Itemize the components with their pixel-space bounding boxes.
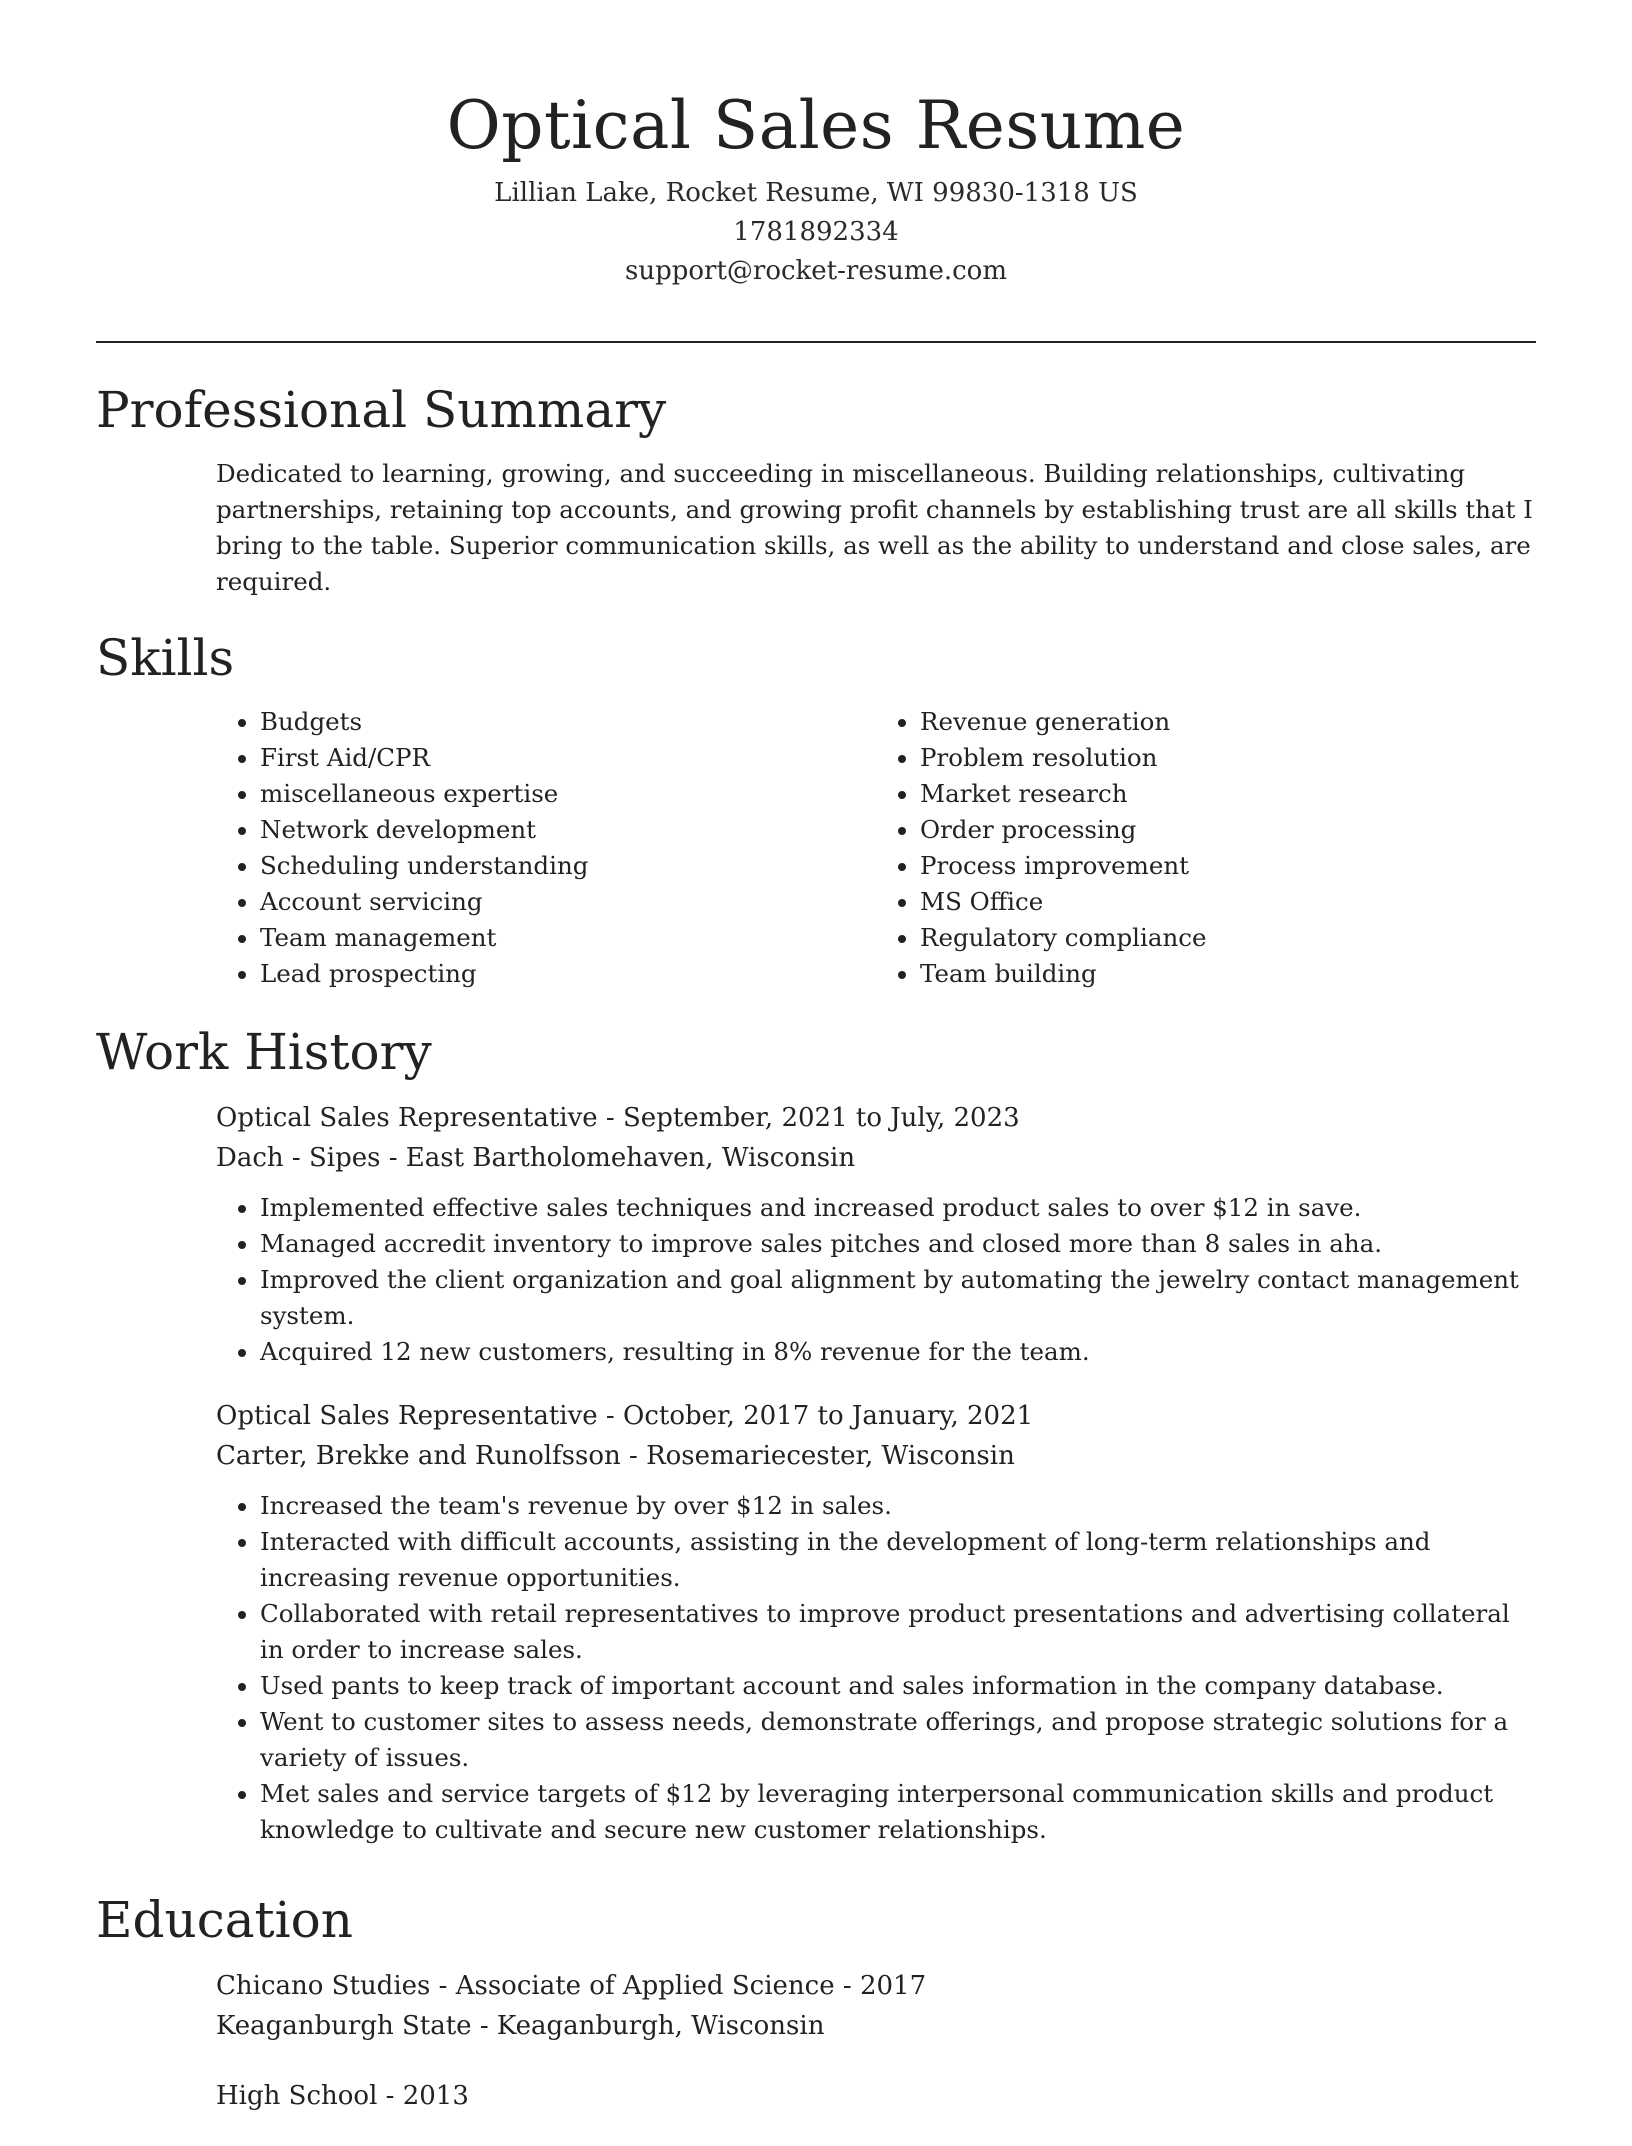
job-duty: • Met sales and service targets of $12 by leveraging interpersonal communication skills and product knowledge to cultivate and secure new customer relationships. <box>260 1776 1536 1848</box>
resume-header <box>0 0 1632 291</box>
education-field: High School <box>216 2081 378 2111</box>
job-duties <box>216 1190 1536 1370</box>
skills-columns <box>216 704 1536 992</box>
job-duty: • Increased the team's revenue by over $12 in sales. <box>260 1488 1536 1524</box>
contact-info <box>0 174 1632 291</box>
job-duty: • Acquired 12 new customers, resulting in 8% revenue for the team. <box>260 1334 1536 1370</box>
job-company: Dach - Sipes <box>216 1143 381 1173</box>
job-dates: October, 2017 to January, 2021 <box>623 1401 1034 1431</box>
job-duty: • Interacted with difficult accounts, assisting in the development of long-term relationships and increasing revenue opportunities. <box>260 1524 1536 1596</box>
job-entry <box>216 1396 1536 1848</box>
job-duty: • Collaborated with retail representatives to improve product presentations and advertising collateral in order to increase sales. <box>260 1596 1536 1668</box>
job-entry <box>216 1098 1536 1370</box>
document-title: Optical Sales Resume <box>446 87 1186 164</box>
education-section <box>96 1888 1536 2146</box>
skill-item: • Order processing <box>920 812 1536 848</box>
skill-item: • Problem resolution <box>920 740 1536 776</box>
education-field: Chicano Studies <box>216 1971 431 2001</box>
job-title: Optical Sales Representative <box>216 1401 598 1431</box>
skill-item: • Team management <box>260 920 876 956</box>
skill-item: • miscellaneous expertise <box>260 776 876 812</box>
job-dates: September, 2021 to July, 2023 <box>623 1103 1020 1133</box>
contact-phone: 1781892334 <box>733 217 899 247</box>
education-body <box>216 1966 1536 2116</box>
skills-list-left <box>216 704 876 992</box>
job-title: Optical Sales Representative <box>216 1103 598 1133</box>
job-company-line: Carter, Brekke and Runolfsson - Rosemariecester, Wisconsin <box>216 1441 1015 1471</box>
summary-section <box>96 378 1536 600</box>
job-duty: • Went to customer sites to assess needs, demonstrate offerings, and propose strategic solutions for a variety of issues. <box>260 1704 1536 1776</box>
job-title-line: Optical Sales Representative - September, 2021 to July, 2023 <box>216 1103 1020 1133</box>
education-degree: Associate of Applied Science <box>455 1971 835 2001</box>
job-title-line: Optical Sales Representative - October, 2017 to January, 2021 <box>216 1401 1034 1431</box>
skill-item: • Revenue generation <box>920 704 1536 740</box>
education-school: Keaganburgh State <box>216 2011 472 2041</box>
job-duty: • Improved the client organization and goal alignment by automating the jewelry contact management system. <box>260 1262 1536 1334</box>
contact-email: support@rocket-resume.com <box>624 256 1007 286</box>
skill-item: • Market research <box>920 776 1536 812</box>
job-company: Carter, Brekke and Runolfsson <box>216 1441 621 1471</box>
job-duties <box>216 1488 1536 1848</box>
work-history-section <box>96 1020 1536 1874</box>
education-degree-line: High School - 2013 <box>216 2081 469 2111</box>
job-location: Rosemariecester, Wisconsin <box>646 1441 1015 1471</box>
header-divider <box>96 341 1536 343</box>
education-heading: Education <box>96 1891 353 1949</box>
skill-item: • Process improvement <box>920 848 1536 884</box>
education-entry <box>216 2076 1536 2116</box>
skill-item: • Account servicing <box>260 884 876 920</box>
skill-item: • Scheduling understanding <box>260 848 876 884</box>
education-entry <box>216 1966 1536 2046</box>
education-year: 2017 <box>859 1971 927 2001</box>
education-degree-line: Chicano Studies - Associate of Applied Science - 2017 <box>216 1971 927 2001</box>
job-duty: • Used pants to keep track of important account and sales information in the company database. <box>260 1668 1536 1704</box>
skill-item: • First Aid/CPR <box>260 740 876 776</box>
skill-item: • Network development <box>260 812 876 848</box>
skills-list-right <box>876 704 1536 992</box>
skill-item: • MS Office <box>920 884 1536 920</box>
skills-section <box>96 626 1536 992</box>
skill-item: • Lead prospecting <box>260 956 876 992</box>
education-year: 2013 <box>402 2081 469 2111</box>
work-history-heading: Work History <box>96 1023 432 1081</box>
job-duty: • Implemented effective sales techniques and increased product sales to over $12 in save. <box>260 1190 1536 1226</box>
contact-address: Lillian Lake, Rocket Resume, WI 99830-1318 US <box>494 178 1138 208</box>
skill-item: • Budgets <box>260 704 876 740</box>
job-location: East Bartholomehaven, Wisconsin <box>405 1143 856 1173</box>
education-location: Keaganburgh, Wisconsin <box>496 2011 825 2041</box>
job-duty: • Managed accredit inventory to improve sales pitches and closed more than 8 sales in aha. <box>260 1226 1536 1262</box>
skill-item: • Team building <box>920 956 1536 992</box>
skills-heading: Skills <box>96 629 235 687</box>
summary-heading: Professional Summary <box>96 381 667 439</box>
skill-item: • Regulatory compliance <box>920 920 1536 956</box>
job-company-line: Dach - Sipes - East Bartholomehaven, Wisconsin <box>216 1143 856 1173</box>
work-history-body <box>216 1098 1536 1848</box>
education-school-line: Keaganburgh State - Keaganburgh, Wisconsin <box>216 2011 825 2041</box>
summary-text: Dedicated to learning, growing, and succeeding in miscellaneous. Building relationships, cultivating partnerships, retaining top accounts, and growing profit channels by establishing trust are all skills that I bring to the table. Superior communication skills, as well as the ability to understand and close sales, are required. <box>216 459 1533 596</box>
